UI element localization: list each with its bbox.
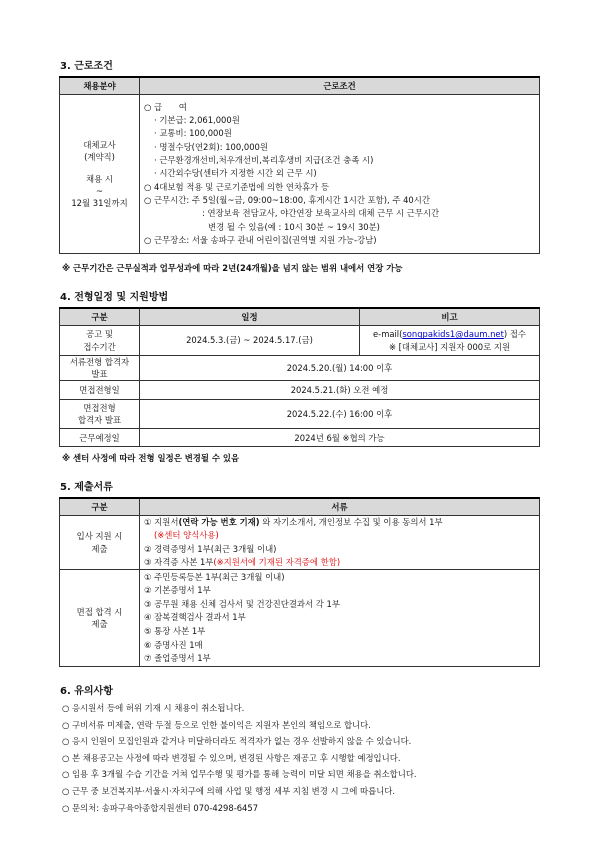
notice-item: ○ 응시원서 등에 허위 기재 시 채용이 취소됩니다. (62, 703, 245, 713)
interview-doc: ② 기본증명서 1부 (144, 585, 211, 596)
interview-doc: ⑦ 졸업증명서 1부 (144, 653, 211, 664)
notice-list (62, 700, 417, 816)
pay-item: · 기본급: 2,061,000원 (154, 115, 240, 126)
apply-label (60, 516, 140, 570)
field-cell (60, 95, 140, 254)
interview-doc: ① 주민등록등본 1부(최근 3개월 이내) (144, 571, 285, 582)
interview-label-line: 제출 (91, 619, 108, 630)
pay-item: · 시간외수당(센터가 지정한 시간 외 근무 시) (154, 168, 317, 179)
work-conditions-table (59, 76, 540, 254)
field-line (64, 163, 135, 173)
notice-item: ○ 근무 중 보건복지부·서울시·자치구에 의해 사업 및 행정 세부 지침 변경 시 그에 따릅니다. (62, 785, 396, 796)
header-category: 구분 (60, 498, 140, 516)
field-line: 채용 시 (86, 173, 113, 184)
pay-item: · 명절수당(연2회): 100,000원 (154, 141, 268, 152)
schedule-row (60, 400, 540, 429)
documents-table (59, 497, 540, 667)
header-remarks: 비고 (360, 308, 540, 326)
row-label-line: 서류전형 합격자 (69, 357, 130, 367)
row-schedule: 2024.5.22.(수) 16:00 이후 (140, 400, 540, 429)
row-label (60, 400, 140, 429)
field-line: (계약직) (84, 151, 115, 162)
row-label (60, 356, 140, 381)
row-label-line: 접수기간 (83, 341, 116, 352)
interview-label-line: 면접 합격 시 (76, 607, 123, 617)
row-schedule: 2024.5.3.(금) ~ 2024.5.17.(금) (140, 326, 360, 356)
interview-doc: ⑤ 통장 사본 1부 (144, 625, 206, 636)
notice-item: ○ 응시 인원이 모집인원과 같거나 미달하더라도 적격자가 없는 경우 선발하지 않을 수 있습니다. (62, 736, 412, 747)
doc-text: ③ 자격증 사본 1부 (144, 556, 214, 567)
interview-docs (140, 570, 540, 667)
schedule-row (60, 381, 540, 400)
schedule-row (60, 326, 540, 356)
pay-heading: ○ 급 여 (144, 101, 187, 112)
schedule-row (60, 429, 540, 447)
section-4-title: 4. 전형일정 및 지원방법 (60, 292, 169, 303)
hours-item: ○ 근무시간: 주 5일(월~금, 09:00~18:00, 휴게시간 1시간 포함), 주 40시간 (144, 194, 430, 205)
section-4-note: ※ 센터 사정에 따라 전형 일정은 변경될 수 있음 (62, 453, 240, 463)
conditions-cell (140, 95, 540, 254)
field-line: ~ (95, 186, 104, 197)
notice-item: ○ 문의처: 송파구육아종합지원센터 070-4298-6457 (62, 802, 259, 813)
row-label-line: 합격자 발표 (77, 415, 122, 426)
interview-doc: ③ 공무원 채용 신체 검사서 및 건강진단결과서 각 1부 (144, 598, 340, 609)
email-link[interactable]: songpakids1@daum.net (402, 329, 504, 340)
header-conditions: 근로조건 (140, 77, 540, 95)
row-schedule: 2024.5.21.(화) 오전 예정 (140, 381, 540, 400)
hours-note: : 연장보육 전담교사, 야간연장 보육교사의 대체 근무 시 근무시간 (202, 208, 440, 219)
place-item: ○ 근무장소: 서울 송파구 관내 어린이집(권역별 지원 가능-강남) (144, 234, 377, 245)
field-line: 12월 31일까지 (71, 198, 128, 209)
doc-text: ① 지원서 (144, 517, 179, 527)
apply-doc-3 (144, 556, 535, 569)
header-schedule: 일정 (140, 308, 360, 326)
doc-text: 와 자기소개서, 개인정보 수집 및 이용 동의서 1부 (259, 517, 443, 527)
notice-item: ○ 구비서류 미제출, 연락 두절 등으로 인한 불이익은 지원자 본인의 책임으로 합니다. (62, 719, 371, 730)
row-label-line: 공고 및 (86, 329, 113, 340)
row-label-line: 발표 (91, 369, 108, 380)
schedule-table (59, 307, 540, 447)
field-line: 대체교사 (83, 139, 116, 150)
email-prefix: e-mail( (373, 329, 403, 340)
email-suffix: ) 접수 (503, 329, 526, 340)
row-label-line: 면접전형 (83, 403, 116, 414)
pay-item: · 근무환경개선비,처우개선비,복리후생비 지급(조건 충족 시) (154, 155, 374, 166)
row-label (60, 326, 140, 356)
doc-bold: (연락 가능 번호 기재) (178, 517, 260, 527)
header-category: 구분 (60, 308, 140, 326)
doc-red-note: (※지원서에 기재된 자격증에 한함) (213, 556, 341, 567)
interview-label (60, 570, 140, 667)
row-schedule: 2024년 6월 ※협의 가능 (140, 429, 540, 447)
section-5-title: 5. 제출서류 (60, 482, 113, 493)
apply-label-line: 입사 지원 시 (76, 531, 123, 542)
interview-doc: ⑥ 증명사진 1매 (144, 639, 203, 650)
row-remarks (360, 326, 540, 356)
section-3-note: ※ 근무기간은 근무실적과 업무성과에 따라 2년(24개월)을 넘지 않는 범위 내에서 연장 가능 (62, 263, 403, 273)
interview-doc: ④ 잠복결핵검사 결과서 1부 (144, 612, 246, 623)
notice-item: ○ 임용 후 3개월 수습 기간을 거쳐 업무수행 및 평가를 통해 능력이 미달 되면 채용을 취소합니다. (62, 769, 417, 780)
hours-note: 변경 될 수 있음(예 : 10시 30분 ~ 19시 30분) (208, 221, 380, 232)
row-schedule: 2024.5.20.(월) 14:00 이후 (140, 356, 540, 381)
header-field: 채용분야 (60, 77, 140, 95)
apply-docs (140, 516, 540, 570)
apply-doc-2: ② 경력증명서 1부(최근 3개월 이내) (144, 543, 277, 554)
section-3-title: 3. 근로조건 (60, 61, 113, 72)
row-label: 근무예정일 (60, 429, 140, 447)
section-6-title: 6. 유의사항 (60, 686, 113, 697)
apply-label-line: 제출 (91, 543, 108, 554)
row-label: 면접전형일 (60, 381, 140, 400)
doc-red-note: (※센터 양식사용) (154, 530, 219, 541)
schedule-row (60, 356, 540, 381)
apply-doc-1 (144, 516, 535, 529)
leave-item: ○ 4대보험 적용 및 근로기준법에 의한 연차휴가 등 (144, 181, 329, 192)
notice-item: ○ 본 채용공고는 사정에 따라 변경될 수 있으며, 변경된 사항은 재공고 후 시행할 예정입니다. (62, 752, 401, 763)
header-documents: 서류 (140, 498, 540, 516)
pay-item: · 교통비: 100,000원 (154, 128, 232, 139)
remark-line: ※ [대체교사] 지원자 000로 지원 (388, 341, 511, 352)
